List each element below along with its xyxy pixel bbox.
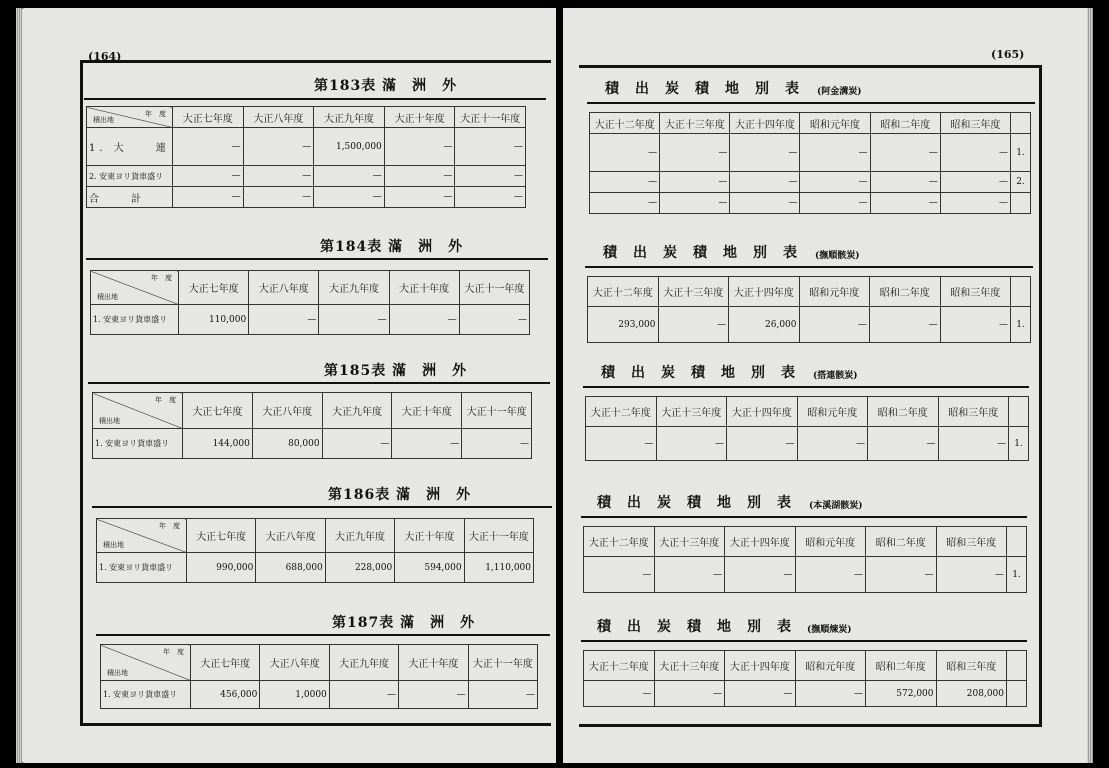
col-header: 昭和三年度 xyxy=(940,113,1010,134)
col-header: 大正九年度 xyxy=(319,271,389,305)
table-cell: — xyxy=(799,307,870,343)
col-header: 大正七年度 xyxy=(173,107,244,128)
table-cell: 688,000 xyxy=(256,553,325,583)
table-cell: — xyxy=(866,557,937,593)
col-header: 大正十三年度 xyxy=(658,277,729,307)
table-184-title: 第184表 滿 洲 外 xyxy=(320,239,464,255)
left-page-number: (164) xyxy=(88,50,122,63)
col-header: 大正十四年度 xyxy=(725,651,796,681)
table-cell: — xyxy=(656,427,727,461)
table-cell: — xyxy=(797,427,868,461)
col-header: 昭和元年度 xyxy=(795,651,866,681)
table-cell: — xyxy=(654,557,725,593)
table-cell: — xyxy=(870,193,940,214)
table-cell: — xyxy=(800,193,870,214)
table-cell: — xyxy=(243,187,314,208)
table-cell: — xyxy=(654,681,725,707)
col-header: 大正十一年度 xyxy=(464,519,533,553)
table-cell: — xyxy=(322,429,392,459)
row-index: 1. xyxy=(1011,307,1031,343)
table-183-rule xyxy=(84,98,546,100)
col-header: 大正九年度 xyxy=(329,645,398,681)
table-cell: 228,000 xyxy=(325,553,394,583)
col-header: 昭和元年度 xyxy=(795,527,866,557)
row-label: 合 計 xyxy=(87,187,173,208)
right-table-3-rule xyxy=(583,386,1029,388)
col-header: 大正十年度 xyxy=(395,519,464,553)
table-cell: — xyxy=(173,128,244,166)
table-cell: — xyxy=(584,557,655,593)
col-header: 大正九年度 xyxy=(322,393,392,429)
row-index: 1. xyxy=(1007,557,1027,593)
table-cell: — xyxy=(319,305,389,335)
right-table-5-rule xyxy=(581,640,1027,642)
col-header: 大正十二年度 xyxy=(588,277,659,307)
table-cell: — xyxy=(590,134,660,172)
table-cell: — xyxy=(940,134,1010,172)
table-cell: — xyxy=(249,305,319,335)
right-table-2-rule xyxy=(585,266,1033,268)
col-header: 大正八年度 xyxy=(243,107,314,128)
table-185-rule xyxy=(88,382,550,384)
table-cell: — xyxy=(314,166,385,187)
col-header: 昭和二年度 xyxy=(866,527,937,557)
right-page xyxy=(563,8,1087,763)
col-header: 大正十一年度 xyxy=(455,107,526,128)
table-cell: 80,000 xyxy=(252,429,322,459)
table-cell: 990,000 xyxy=(187,553,256,583)
table-cell: — xyxy=(940,307,1011,343)
col-header: 大正十二年度 xyxy=(590,113,660,134)
table-cell: 293,000 xyxy=(588,307,659,343)
table-cell: — xyxy=(730,172,800,193)
col-header: 大正十一年度 xyxy=(462,393,532,429)
table-183 xyxy=(86,106,526,208)
table-cell: — xyxy=(389,305,459,335)
table-cell: — xyxy=(938,427,1009,461)
right-page-number: (165) xyxy=(991,48,1025,61)
table-186-title: 第186表 滿 洲 外 xyxy=(328,487,472,503)
col-header: 大正十三年度 xyxy=(654,527,725,557)
table-cell: 572,000 xyxy=(866,681,937,707)
table-186-corner: 年 度 積出地 xyxy=(97,519,187,553)
table-cell: — xyxy=(468,681,537,709)
col-header: 昭和二年度 xyxy=(866,651,937,681)
table-184-corner: 年 度 積出地 xyxy=(91,271,179,305)
table-cell: 594,000 xyxy=(395,553,464,583)
col-header: 昭和元年度 xyxy=(800,113,870,134)
col-header: 大正八年度 xyxy=(260,645,329,681)
col-header: 大正十一年度 xyxy=(468,645,537,681)
col-header: 大正八年度 xyxy=(252,393,322,429)
table-cell: — xyxy=(730,134,800,172)
table-186 xyxy=(96,518,534,583)
col-header: 昭和三年度 xyxy=(936,651,1007,681)
col-header: 大正十二年度 xyxy=(586,397,657,427)
table-cell: — xyxy=(940,193,1010,214)
col-header: 大正十年度 xyxy=(384,107,455,128)
table-cell: 1,0000 xyxy=(260,681,329,709)
table-cell: — xyxy=(800,172,870,193)
table-cell: — xyxy=(795,557,866,593)
table-cell: — xyxy=(173,166,244,187)
table-185-corner: 年 度 積出地 xyxy=(93,393,183,429)
col-header: 大正十三年度 xyxy=(656,397,727,427)
col-header: 大正七年度 xyxy=(179,271,249,305)
table-cell: — xyxy=(727,427,798,461)
right-table-4-subtitle: (本溪湖骸炭) xyxy=(809,501,863,511)
table-186-rule xyxy=(92,506,552,508)
col-header: 大正十年度 xyxy=(389,271,459,305)
table-cell: — xyxy=(243,166,314,187)
table-cell: — xyxy=(660,134,730,172)
right-table-2 xyxy=(587,276,1031,343)
book-edge-right xyxy=(1087,8,1093,763)
col-header: 昭和元年度 xyxy=(799,277,870,307)
col-header: 昭和二年度 xyxy=(870,277,941,307)
table-cell: — xyxy=(868,427,939,461)
col-header: 昭和三年度 xyxy=(938,397,1009,427)
table-cell: — xyxy=(725,557,796,593)
col-header: 大正九年度 xyxy=(314,107,385,128)
col-header: 昭和三年度 xyxy=(936,527,1007,557)
right-table-5-title: 積 出 炭 積 地 別 表 xyxy=(597,619,792,635)
col-header: 大正十三年度 xyxy=(654,651,725,681)
table-cell: — xyxy=(455,166,526,187)
col-header: 昭和二年度 xyxy=(868,397,939,427)
right-table-2-title: 積 出 炭 積 地 別 表 xyxy=(603,245,798,261)
table-cell: 110,000 xyxy=(179,305,249,335)
table-cell: — xyxy=(725,681,796,707)
col-header: 大正八年度 xyxy=(249,271,319,305)
table-cell: — xyxy=(384,166,455,187)
row-index xyxy=(1011,193,1031,214)
row-label: 1. 安東ヨリ貨車盛リ xyxy=(93,429,183,459)
row-index: 2. xyxy=(1011,172,1031,193)
table-cell: 1,110,000 xyxy=(464,553,533,583)
col-header: 昭和元年度 xyxy=(797,397,868,427)
col-header: 昭和二年度 xyxy=(870,113,940,134)
table-cell: — xyxy=(399,681,468,709)
table-cell: — xyxy=(462,429,532,459)
table-185 xyxy=(92,392,532,459)
col-header: 大正八年度 xyxy=(256,519,325,553)
right-table-4-rule xyxy=(581,516,1027,518)
col-header: 大正十年度 xyxy=(392,393,462,429)
table-187-rule xyxy=(96,634,550,636)
table-184 xyxy=(90,270,530,335)
col-header: 昭和三年度 xyxy=(940,277,1011,307)
table-187-title: 第187表 滿 洲 外 xyxy=(332,615,476,631)
table-cell: — xyxy=(384,187,455,208)
table-187 xyxy=(100,644,538,709)
table-cell: — xyxy=(392,429,462,459)
row-label: 1. 安東ヨリ貨車盛リ xyxy=(91,305,179,335)
table-cell: — xyxy=(243,128,314,166)
row-label: 1. 安東ヨリ貨車盛リ xyxy=(97,553,187,583)
col-header: 大正十二年度 xyxy=(584,527,655,557)
table-cell: — xyxy=(660,172,730,193)
row-label: 1. 安東ヨリ貨車盛リ xyxy=(101,681,191,709)
table-cell: — xyxy=(455,128,526,166)
col-header: 大正十四年度 xyxy=(725,527,796,557)
right-table-3-subtitle: (搭連骸炭) xyxy=(813,371,858,381)
row-index xyxy=(1007,681,1027,707)
col-header: 大正十四年度 xyxy=(729,277,800,307)
table-183-corner: 年 度 積出地 xyxy=(87,107,173,128)
row-label: 1. 大 連 xyxy=(87,128,173,166)
table-cell: — xyxy=(730,193,800,214)
table-cell: — xyxy=(329,681,398,709)
right-table-1-rule xyxy=(587,102,1035,104)
right-table-5 xyxy=(583,650,1027,707)
table-cell: — xyxy=(660,193,730,214)
right-table-5-subtitle: (撫順煉炭) xyxy=(807,625,852,635)
table-cell: — xyxy=(590,193,660,214)
right-table-2-subtitle: (撫順骸炭) xyxy=(815,251,860,261)
table-cell: — xyxy=(936,557,1007,593)
table-184-rule xyxy=(86,258,548,260)
table-cell: — xyxy=(795,681,866,707)
row-index: 1. xyxy=(1009,427,1029,461)
col-header: 大正十一年度 xyxy=(459,271,529,305)
table-cell: — xyxy=(800,134,870,172)
right-table-1 xyxy=(589,112,1031,214)
col-header: 大正七年度 xyxy=(183,393,253,429)
table-cell: — xyxy=(586,427,657,461)
right-table-4-title: 積 出 炭 積 地 別 表 xyxy=(597,495,792,511)
row-index: 1. xyxy=(1011,134,1031,172)
row-label: 2. 安東ヨリ貨車盛リ xyxy=(87,166,173,187)
table-cell: — xyxy=(384,128,455,166)
table-cell: 144,000 xyxy=(183,429,253,459)
col-header: 大正七年度 xyxy=(191,645,260,681)
table-cell: — xyxy=(870,307,941,343)
table-cell: — xyxy=(658,307,729,343)
col-header: 大正九年度 xyxy=(325,519,394,553)
col-header: 大正十四年度 xyxy=(730,113,800,134)
table-cell: — xyxy=(314,187,385,208)
table-cell: — xyxy=(870,172,940,193)
table-cell: — xyxy=(173,187,244,208)
table-183-title: 第183表 滿 洲 外 xyxy=(314,78,458,94)
table-187-corner: 年 度 積出地 xyxy=(101,645,191,681)
table-cell: — xyxy=(459,305,529,335)
right-table-1-title: 積 出 炭 積 地 別 表 xyxy=(605,81,800,97)
table-cell: — xyxy=(870,134,940,172)
table-cell: — xyxy=(940,172,1010,193)
col-header: 大正十年度 xyxy=(399,645,468,681)
col-header: 大正十三年度 xyxy=(660,113,730,134)
table-cell: 1,500,000 xyxy=(314,128,385,166)
col-header: 大正十二年度 xyxy=(584,651,655,681)
left-page xyxy=(22,8,556,763)
table-cell: — xyxy=(584,681,655,707)
col-header: 大正十四年度 xyxy=(727,397,798,427)
right-table-1-subtitle: (阿金溝炭) xyxy=(817,87,862,97)
table-cell: — xyxy=(590,172,660,193)
table-cell: 26,000 xyxy=(729,307,800,343)
right-table-3-title: 積 出 炭 積 地 別 表 xyxy=(601,365,796,381)
col-header: 大正七年度 xyxy=(187,519,256,553)
table-cell: — xyxy=(455,187,526,208)
right-table-3 xyxy=(585,396,1029,461)
table-cell: 208,000 xyxy=(936,681,1007,707)
right-table-4 xyxy=(583,526,1027,593)
table-cell: 456,000 xyxy=(191,681,260,709)
table-185-title: 第185表 滿 洲 外 xyxy=(324,363,468,379)
